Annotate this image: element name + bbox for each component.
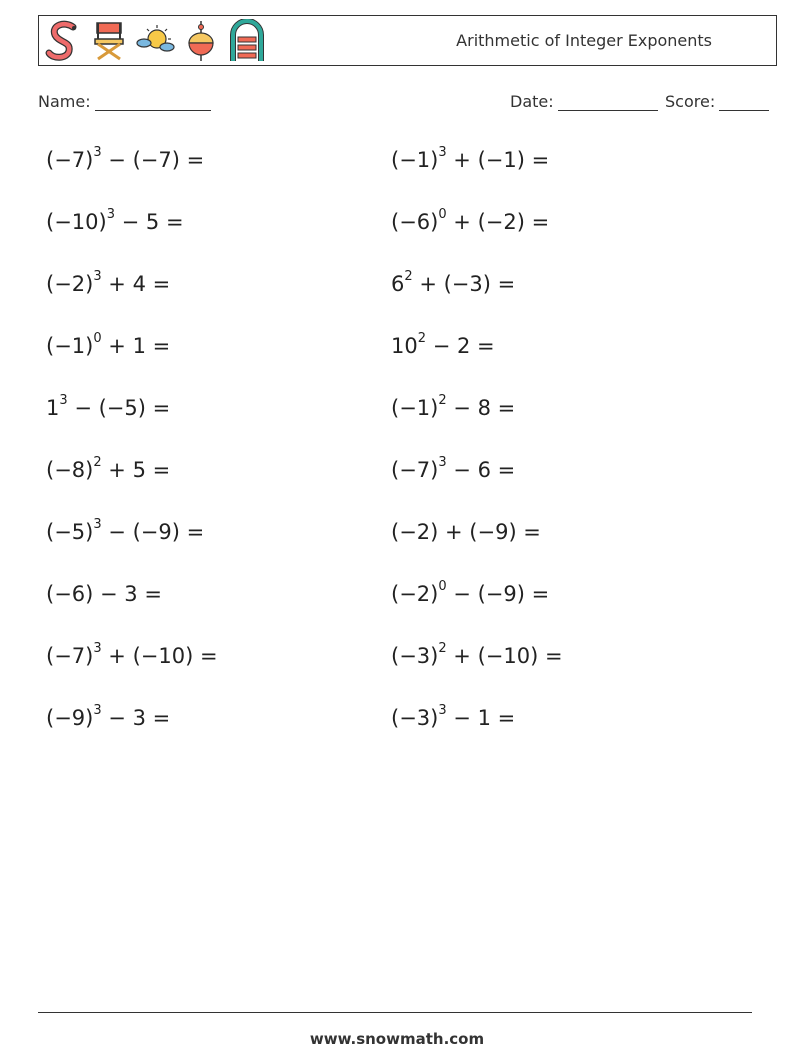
problem-item (46, 641, 218, 668)
problem-exponent: 3 (106, 207, 115, 222)
problem-base: (−9) (46, 706, 94, 730)
problem-base: (−5) (46, 520, 94, 544)
problem-exponent: 2 (438, 641, 447, 656)
problem-item (46, 393, 171, 420)
problem-base: (−3) (391, 706, 439, 730)
problem-item (46, 145, 205, 172)
problem-base: (−7) (46, 644, 94, 668)
problem-exponent: 3 (93, 145, 102, 160)
problem-item (391, 579, 550, 606)
problem-rest: + (−3) = (412, 272, 516, 296)
problem-item (46, 517, 205, 544)
problem-exponent: 2 (93, 455, 102, 470)
score-line[interactable] (719, 94, 769, 111)
problem-rest: − (−9) = (446, 582, 550, 606)
problem-rest: + 1 = (101, 334, 171, 358)
problem-item (46, 455, 171, 482)
problem-item (46, 582, 162, 606)
problem-rest: + (−10) = (101, 644, 218, 668)
problem-item (391, 393, 516, 420)
problem-rest: + (−2) = (446, 210, 550, 234)
problem-item (391, 520, 541, 544)
problem-exponent: 3 (93, 269, 102, 284)
problem-exponent: 3 (59, 393, 68, 408)
problem-item (391, 331, 495, 358)
score-field (665, 92, 769, 111)
name-line[interactable] (95, 94, 211, 111)
problem-base: (−7) (391, 458, 439, 482)
problem-exponent: 2 (417, 331, 427, 346)
footer-url: www.snowmath.com (309, 1030, 485, 1048)
problem-base: (−1) (46, 334, 94, 358)
problem-base: (−10) (46, 210, 107, 234)
ladder-arch-icon (227, 19, 267, 63)
problem-item (391, 207, 550, 234)
name-label: Name: (38, 92, 91, 111)
problem-item (391, 641, 563, 668)
problem-item (391, 145, 550, 172)
problem-base: 1 (46, 396, 60, 420)
problem-exponent: 0 (438, 207, 447, 222)
problem-exponent: 3 (438, 145, 447, 160)
problem-item (46, 703, 171, 730)
problem-exponent: 0 (93, 331, 102, 346)
problem-exponent: 2 (438, 393, 447, 408)
problem-base: (−8) (46, 458, 94, 482)
fishing-bobber-icon (181, 19, 221, 63)
problem-item (46, 207, 184, 234)
problem-exponent: 3 (438, 703, 447, 718)
problem-rest: − (−5) = (67, 396, 171, 420)
problem-base: (−7) (46, 148, 94, 172)
problem-exponent: 3 (93, 703, 102, 718)
problem-exponent: 2 (404, 269, 413, 284)
problem-item (46, 269, 171, 296)
problem-base: 10 (391, 334, 418, 358)
problem-base: (−2) (391, 582, 439, 606)
problem-base: (−1) (391, 396, 439, 420)
problem-rest: − 3 = (101, 706, 171, 730)
problem-item (46, 331, 171, 358)
problem-rest: − (−9) = (101, 520, 205, 544)
problem-base: (−2) (46, 272, 94, 296)
date-field (510, 92, 658, 111)
problem-rest: + (−1) = (446, 148, 550, 172)
problem-rest: − 5 = (114, 210, 184, 234)
footer-divider (38, 1012, 752, 1013)
header-icons (43, 19, 267, 63)
problem-base: (−2) + (−9) = (391, 520, 541, 544)
problem-exponent: 3 (438, 455, 447, 470)
name-field (38, 92, 211, 111)
problem-base: (−1) (391, 148, 439, 172)
problem-base: (−3) (391, 644, 439, 668)
sun-cloud-icon (135, 19, 175, 63)
header-box (38, 15, 777, 66)
problem-item (391, 269, 516, 296)
problem-rest: + 4 = (101, 272, 171, 296)
worm-icon (43, 19, 83, 63)
problem-base: (−6) (391, 210, 439, 234)
director-chair-icon (89, 19, 129, 63)
problem-base: 6 (391, 272, 405, 296)
problem-rest: − (−7) = (101, 148, 205, 172)
problem-rest: + 5 = (101, 458, 171, 482)
problem-item (391, 455, 516, 482)
date-line[interactable] (558, 94, 658, 111)
problem-item (391, 703, 516, 730)
problem-rest: + (−10) = (446, 644, 563, 668)
score-label: Score: (665, 92, 716, 111)
problem-exponent: 0 (438, 579, 447, 594)
problem-base: (−6) − 3 = (46, 582, 162, 606)
problem-rest: − 1 = (446, 706, 516, 730)
problem-exponent: 3 (93, 517, 102, 532)
date-label: Date: (510, 92, 554, 111)
problem-exponent: 3 (93, 641, 102, 656)
problem-rest: − 8 = (446, 396, 516, 420)
worksheet-title: Arithmetic of Integer Exponents (456, 31, 712, 50)
problem-rest: − 6 = (446, 458, 516, 482)
problem-rest: − 2 = (426, 334, 495, 358)
